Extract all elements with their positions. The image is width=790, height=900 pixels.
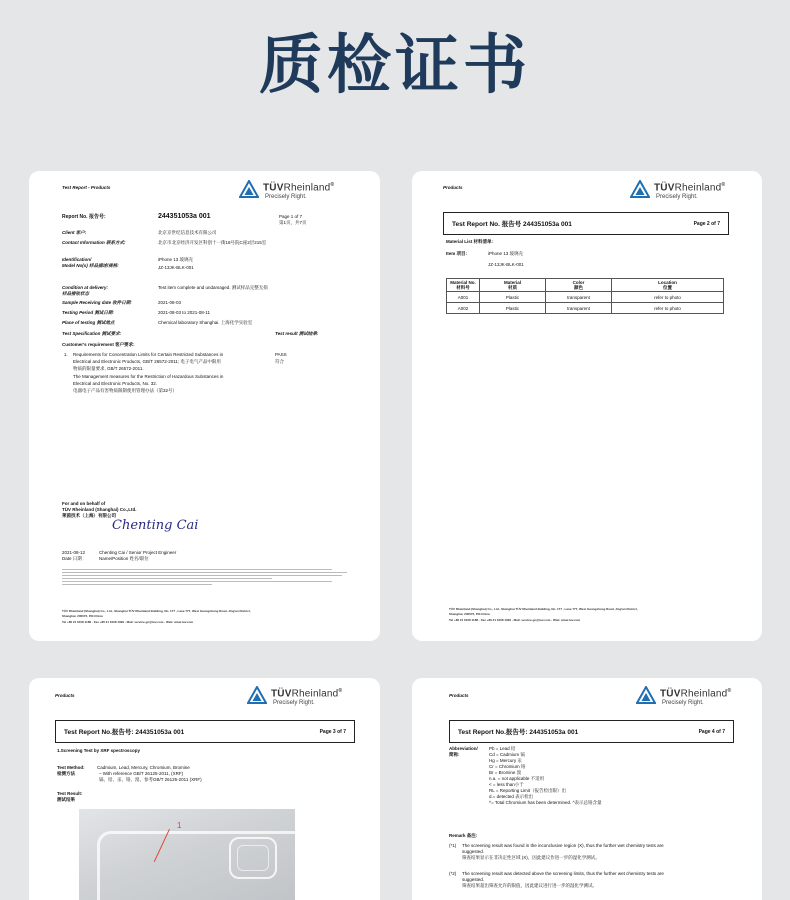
remark-2-line-2: suggested. — [462, 877, 485, 882]
behalf-line-1: For and on behalf of — [62, 501, 106, 506]
table-cell: transparent — [546, 292, 612, 303]
report-title: Test Report No.报告号: 244351053a 001 — [458, 729, 579, 736]
behalf-line-2: TÜV Rheinland (Shanghai) Co.,Ltd. — [62, 507, 137, 512]
remark-1-line-2: suggested. — [462, 849, 485, 854]
tuv-logo — [247, 686, 342, 707]
header-label: Products — [55, 693, 75, 698]
camera-cutout-inner — [237, 845, 269, 871]
result-label: Test result 测试结果: — [275, 331, 319, 336]
report-title: Test Report No.报告号: 244351053a 001 — [64, 729, 185, 736]
place-value: Chemical laboratory Shanghai. 上海化学实验室 — [158, 320, 253, 325]
page-label: Page 1 of 7 — [279, 214, 303, 219]
method-line-1: Cadmium, Lead, Mercury, Chromium, Bromine — [97, 765, 190, 770]
section-title: 1.Screening Test by XRF spectroscopy — [57, 748, 140, 753]
table-cell: transparent — [546, 303, 612, 314]
table-cell: Plastic — [480, 292, 546, 303]
receiving-date-label: Sample Receiving date 收件日期: — [62, 300, 132, 305]
table-cell: A001 — [447, 292, 480, 303]
abbreviation-label-cn: 简称: — [449, 752, 460, 757]
condition-label: Condition at delivery: — [62, 285, 109, 290]
pass-value: PASS — [275, 352, 287, 357]
header-label: Products — [449, 693, 469, 698]
abbreviation-item: d.= detected 表示检出 — [489, 794, 534, 799]
footer-address-2: Shanghai, 200072, P.R.China — [449, 612, 490, 616]
remark-1-number: (*1) — [449, 843, 457, 848]
method-line-2: – With reference GB/T 26125-2011, (XRF) — [99, 771, 184, 776]
signer-label: Name/Position 姓名/职位 — [99, 556, 149, 561]
result-label-cn: 测试结果 — [57, 797, 75, 802]
brand-name-bold: TÜV — [263, 182, 284, 194]
client-label: Client 客户: — [62, 230, 87, 235]
footer-address: TÜV Rheinland (Shanghai) Co., Ltd., Shanghai TÜV Rheinland Building, No. 177 , Lane 777, West Guangzhong Road, Jing'an District, — [449, 607, 638, 611]
tuv-triangle-logo-icon — [239, 180, 259, 198]
certificate-page-1[interactable] — [29, 171, 380, 641]
report-no-value: 244351053a 001 — [158, 213, 211, 220]
material-list-label: Material List 材料清单: — [446, 239, 494, 244]
testing-period-value: 2021-08-03 to 2021-08-11 — [158, 310, 210, 315]
requirement-line-4: The Management measures for the Restriction of Hazardous Substances in — [73, 374, 224, 379]
behalf-line-3: 莱茵技术（上海）有限公司 — [62, 513, 116, 518]
abbreviation-item: RL = Reporting Limit（报告检出限）出 — [489, 788, 566, 793]
brand-name-bold: TÜV — [660, 688, 681, 700]
abbreviation-item: Cd = Cadmium 镉 — [489, 752, 525, 757]
remark-1-line-3: 筛查结果显示在非决定性区域 (X)，因此建议作进一步的湿化学测试。 — [462, 855, 600, 860]
ident-label-2: Model No(s) 样品描述/规格: — [62, 263, 119, 268]
column-header: Material No. 材料号 — [447, 279, 480, 292]
remark-1-line-1: The screening result was found in the inconclusive region (X), thus the further wet chemistry tests are — [462, 843, 664, 848]
footer-address: TÜV Rheinland (Shanghai) Co., Ltd., Shanghai TÜV Rheinland Building, No. 177 , Lane 777, West Guangzhong Road, Jing'an District, — [62, 609, 251, 613]
requirement-line-2: Electrical and Electronic Products, GB/T 26572-2011; 电子电气产品中限用 — [73, 359, 221, 364]
table-cell: Plastic — [480, 303, 546, 314]
tuv-triangle-logo-icon — [630, 180, 650, 198]
table-cell: A002 — [447, 303, 480, 314]
abbreviation-item: Hg = Mercury 汞 — [489, 758, 522, 763]
brand-reg: ® — [330, 182, 335, 188]
abbreviation-item: Pb = Lead 铅 — [489, 746, 516, 751]
footer-contact: Tel +86 21 6108 1188 · Fax +86 21 6108 1099 · Mail: service-gc@tuv.com · Web: www.tuv.com — [449, 618, 581, 622]
header-label: Products — [443, 185, 463, 190]
condition-value: Test item complete and undamaged. 测试样品完整无损 — [158, 285, 268, 290]
photo-marker: 1 — [177, 821, 182, 830]
brand-name-light: Rheinland — [283, 182, 331, 194]
testing-period-label: Testing Period 测试日期: — [62, 310, 114, 315]
result-label: Test Result: — [57, 791, 83, 796]
brand-tagline: Precisely Right. — [656, 194, 698, 201]
report-no-label: Report No. 报告号: — [62, 214, 106, 220]
page-title: 质检证书 — [259, 29, 531, 103]
column-header: Location 位置 — [612, 279, 724, 292]
abbreviation-item: ^= Total Chromium has been determined. ^表示总铬含量 — [489, 800, 602, 805]
brand-name-light: Rheinland — [674, 182, 722, 194]
footer-address-2: Shanghai, 200072, P.R.China — [62, 614, 103, 618]
requirement-line-3: 物质的限量要求, GB/T 26572-2011. — [73, 366, 144, 371]
sample-photo — [79, 809, 295, 900]
condition-label-2: 样品接收状态 — [62, 291, 89, 296]
requirement-line-5: Electrical and Electronic Products, No. 32. — [73, 381, 158, 386]
report-title: Test Report No. 报告号 244351053a 001 — [452, 221, 572, 228]
tuv-logo — [239, 180, 334, 201]
brand-reg: ® — [727, 688, 732, 694]
ident-label: Identification/ — [62, 257, 92, 262]
brand-name-bold: TÜV — [271, 688, 292, 700]
table-cell: refer to photo — [612, 292, 724, 303]
ident-value-2: JZ-13JK-BLK-001 — [158, 265, 194, 270]
remark-2-number: (*2) — [449, 871, 457, 876]
report-title-box — [55, 720, 355, 743]
method-label: Test Method: — [57, 765, 85, 770]
pass-value-cn: 符合 — [275, 359, 284, 364]
report-title-box — [443, 212, 729, 235]
page-label: Page 4 of 7 — [698, 728, 725, 735]
signature: Chenting Cai — [112, 518, 199, 533]
place-label: Place of testing 测试地点 — [62, 320, 115, 325]
abbreviation-item: n.a. = not applicable 不适用 — [489, 776, 545, 781]
table-cell: refer to photo — [612, 303, 724, 314]
certificate-page-4[interactable] — [412, 678, 762, 900]
method-label-cn: 检测方法 — [57, 771, 75, 776]
tuv-logo — [630, 180, 725, 201]
brand-name-light: Rheinland — [680, 688, 728, 700]
brand-tagline: Precisely Right. — [265, 194, 307, 201]
item-label: Item 项目: — [446, 251, 468, 256]
fine-print-block — [62, 567, 347, 593]
signer-name: Chenting Cai / Senior Project Engineer — [99, 550, 177, 555]
receiving-date-value: 2021-08-03 — [158, 300, 182, 305]
requirement-line-1: Requirements for Concentration Limits for Certain Restricted Substances in — [73, 352, 224, 357]
brand-tagline: Precisely Right. — [273, 700, 315, 707]
abbreviation-label: Abbreviation/ — [449, 746, 478, 751]
item-value-2: JZ-13JK-BLK-001 — [488, 262, 524, 267]
abbreviation-item: < = less than小于 — [489, 782, 524, 787]
page-label: Page 3 of 7 — [319, 728, 346, 735]
item-value-1: iPhone 13 玻璃壳 — [488, 251, 524, 256]
tuv-triangle-logo-icon — [247, 686, 267, 704]
brand-tagline: Precisely Right. — [662, 700, 704, 707]
tuv-triangle-logo-icon — [636, 686, 656, 704]
customer-requirement-label: Customer's requirement 客户要求: — [62, 342, 135, 347]
phone-case-outline — [97, 831, 327, 900]
contact-label: Contact Information 联系方式: — [62, 240, 126, 245]
spec-label: Test Specification 测试要求: — [62, 331, 122, 336]
table-row — [447, 303, 724, 314]
footer-contact: Tel +86 21 6108 1188 · Fax +86 21 6108 1099 · Mail: service-gc@tuv.com · Web: www.tuv.com — [62, 620, 194, 624]
report-title-box — [449, 720, 734, 743]
sign-date-label: Date 日期 — [62, 556, 82, 561]
tuv-logo — [636, 686, 731, 707]
abbreviation-item: Cr = Chromium 铬 — [489, 764, 526, 769]
certificate-page-3[interactable] — [29, 678, 380, 900]
page-label-cn: 第1页，共7页 — [279, 220, 307, 225]
brand-reg: ® — [338, 688, 343, 694]
certificate-page-2[interactable] — [412, 171, 762, 641]
sign-date: 2021-08-12 — [62, 550, 86, 555]
page-label: Page 2 of 7 — [693, 220, 720, 227]
ident-value-1: iPhone 13 玻璃壳 — [158, 257, 194, 262]
method-line-3: 镉、铅、汞、铬、溴，参考GB/T 26125-2011 (XRF) — [99, 777, 202, 782]
material-table — [446, 278, 724, 314]
material-table-header — [447, 279, 724, 292]
table-row — [447, 292, 724, 303]
remark-label: Remark 备注: — [449, 833, 478, 838]
brand-name-bold: TÜV — [654, 182, 675, 194]
contact-value: 北京市北京经济开发区科创十一街18号院C座2层215室 — [158, 240, 267, 245]
brand-reg: ® — [721, 182, 726, 188]
requirement-number: 1. — [64, 352, 68, 357]
remark-2-line-3: 筛查结果超出筛查允许的限值，因此建议进行进一步的湿化学测试。 — [462, 883, 597, 888]
column-header: Color 颜色 — [546, 279, 612, 292]
client-value: 北京京世纪信息技术有限公司 — [158, 230, 217, 235]
header-label: Test Report - Products — [62, 185, 111, 190]
brand-name-light: Rheinland — [291, 688, 339, 700]
column-header: Material 材质 — [480, 279, 546, 292]
abbreviation-item: Br = Bromine 溴 — [489, 770, 522, 775]
remark-2-line-1: The screening result was detected above the screening limits, thus the further wet chemistry tests are — [462, 871, 664, 876]
requirement-line-6: 电器电子产品有害物质限制使用管理办法（第32号） — [73, 388, 178, 393]
